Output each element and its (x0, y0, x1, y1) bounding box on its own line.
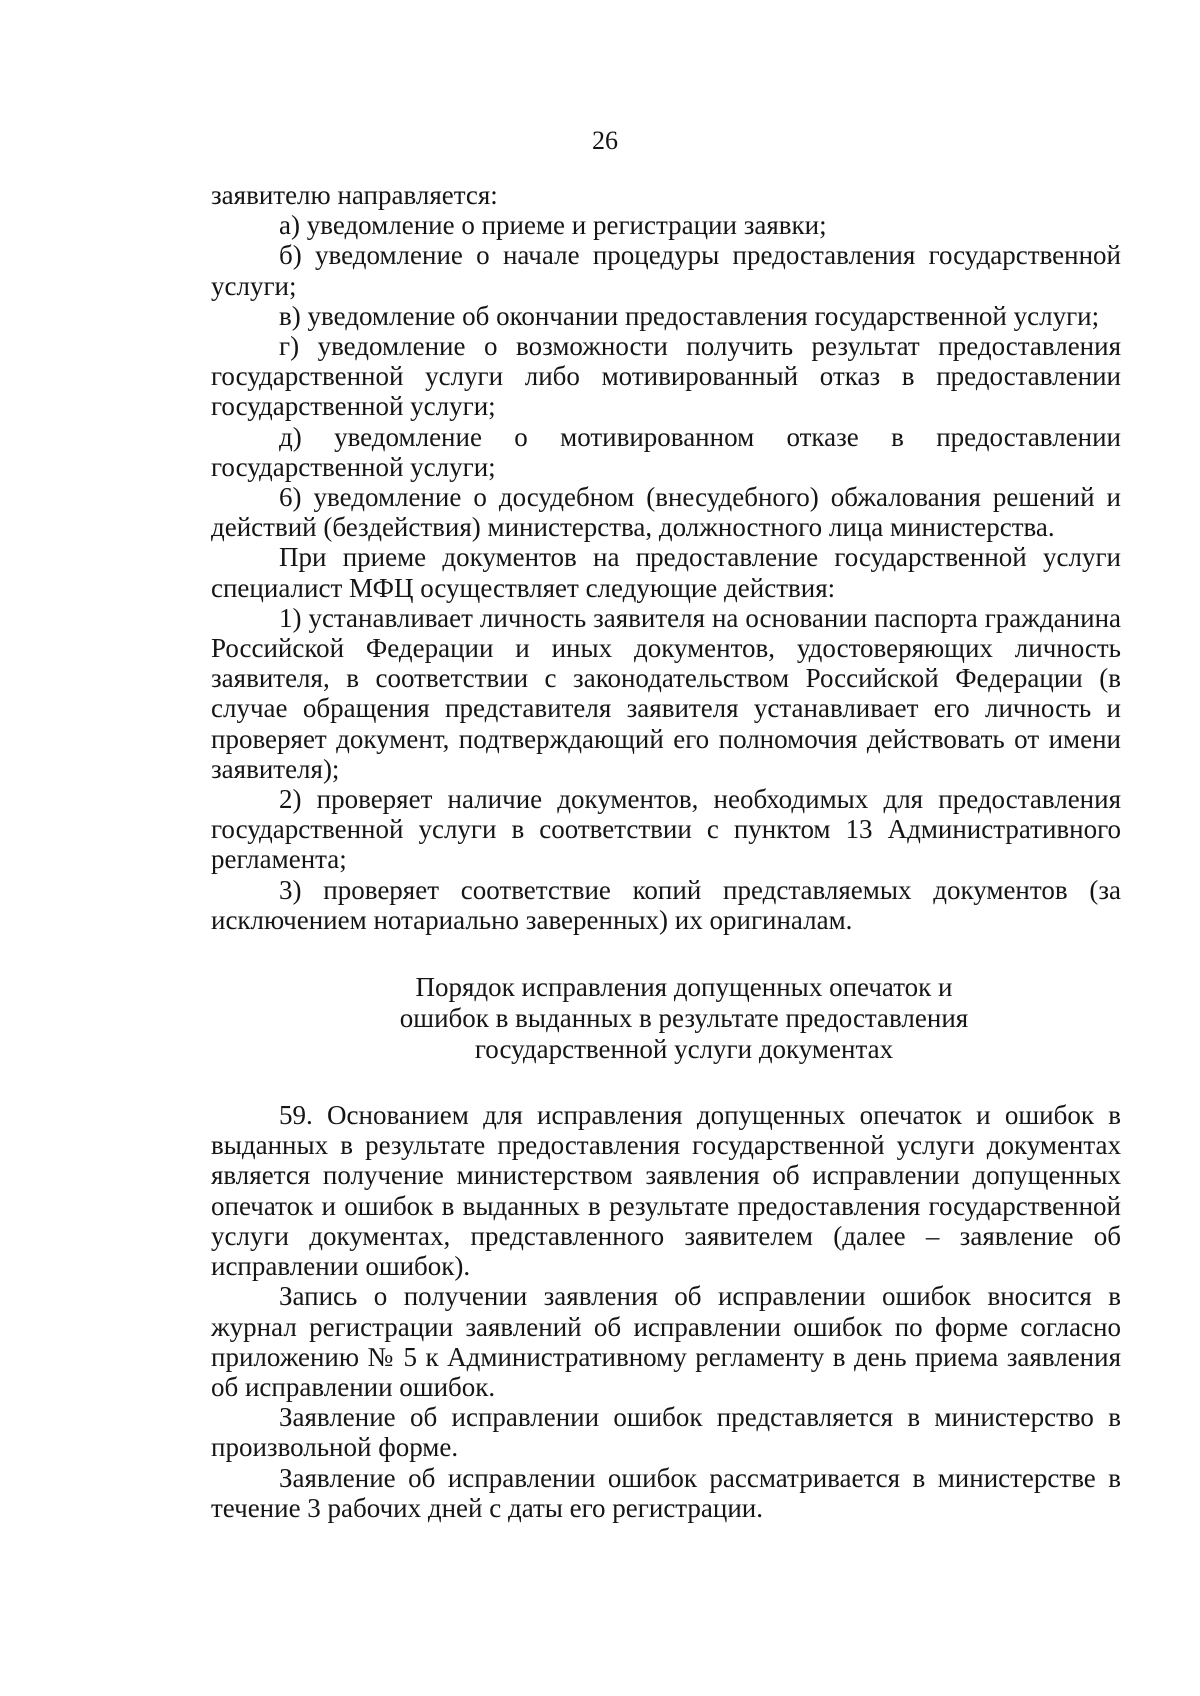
notification-list-section (211, 180, 1121, 935)
paragraph: д) уведомление о мотивированном отказе в предоставлении государственной услуги; (211, 421, 1121, 482)
paragraph: г) уведомление о возможности получить результат предоставления государственной услуги либо мотивированный отказ в предоставлении государственной услуги; (211, 331, 1121, 422)
section-heading (211, 972, 1121, 1065)
paragraph: Заявление об исправлении ошибок представляется в министерство в произвольной форме. (211, 1402, 1121, 1463)
paragraph: б) уведомление о начале процедуры предоставления государственной услуги; (211, 240, 1121, 301)
document-body (211, 180, 1121, 1523)
paragraph: Запись о получении заявления об исправлении ошибок вносится в журнал регистрации заявлений об исправлении ошибок по форме согласно приложению № 5 к Административному регламенту в день приема заявления об исправлении ошибок. (211, 1281, 1121, 1402)
paragraph: 1) устанавливает личность заявителя на основании паспорта гражданина Российской Федерации и иных документов, удостоверяющих личность заявителя, в соответствии с законодательством Российской Федерации (в случае обращения представителя заявителя устанавливает его личность и проверяет документ, подтверждающий его полномочия действовать от имени заявителя); (211, 602, 1121, 784)
heading-line: государственной услуги документах (474, 1034, 894, 1065)
corrections-section (211, 1100, 1121, 1523)
paragraph: 3) проверяет соответствие копий представляемых документов (за исключением нотариально заверенных) их оригиналам. (211, 874, 1121, 935)
paragraph: При приеме документов на предоставление государственной услуги специалист МФЦ осуществляет следующие действия: (211, 542, 1121, 603)
paragraph: в) уведомление об окончании предоставления государственной услуги; (279, 300, 1100, 331)
paragraph: Заявление об исправлении ошибок рассматривается в министерстве в течение 3 рабочих дней с даты его регистрации. (211, 1462, 1121, 1523)
paragraph: 59. Основанием для исправления допущенных опечаток и ошибок в выданных в результате предоставления государственной услуги документах является получение министерством заявления об исправлении допущенных опечаток и ошибок в выданных в результате предоставления государственной услуги документах, представленного заявителем (далее – заявление об исправлении ошибок). (211, 1100, 1121, 1282)
paragraph: 2) проверяет наличие документов, необходимых для предоставления государственной услуги в соответствии с пунктом 13 Административного регламента; (211, 784, 1121, 875)
heading-line: Порядок исправления допущенных опечаток и (415, 972, 953, 1003)
paragraph: а) уведомление о приеме и регистрации заявки; (279, 210, 827, 241)
page-number: 26 (592, 126, 618, 155)
heading-line: ошибок в выданных в результате предоставления (399, 1003, 969, 1034)
paragraph: заявителю направляется: (211, 180, 498, 210)
paragraph: 6) уведомление о досудебном (внесудебного) обжалования решений и действий (бездействия) министерства, должностного лица министерства. (211, 482, 1121, 543)
